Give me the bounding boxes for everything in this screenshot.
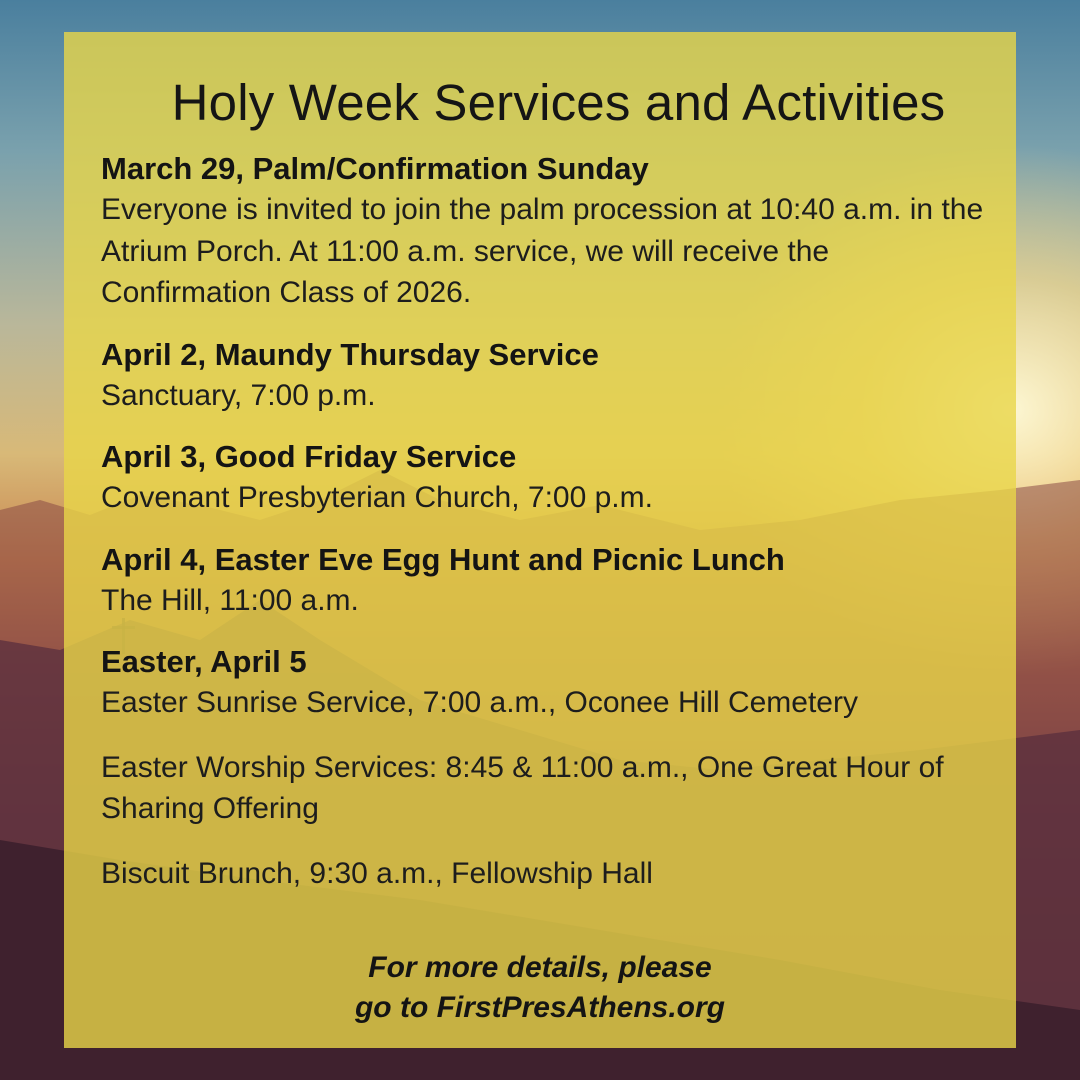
- event-heading: March 29, Palm/Confirmation Sunday: [101, 151, 649, 186]
- event-palm-sunday: [101, 148, 1016, 314]
- footer-website-link[interactable]: go to FirstPresAthens.org: [354, 991, 726, 1024]
- footer-note: [64, 948, 1016, 1028]
- event-details: The Hill, 11:00 a.m.: [101, 583, 359, 617]
- event-maundy-thursday: [101, 334, 1016, 417]
- event-list: [101, 148, 1016, 894]
- event-heading: April 3, Good Friday Service: [101, 439, 517, 474]
- event-details: Everyone is invited to join the palm procession at 10:40 a.m. in the Atrium Porch. At 11:00 a.m. service, we will receive the Confirmation Class of 2026.: [101, 193, 984, 309]
- event-heading: April 4, Easter Eve Egg Hunt and Picnic Lunch: [101, 541, 785, 577]
- page-title: Holy Week Services and Activities: [171, 74, 946, 131]
- event-details: Easter Sunrise Service, 7:00 a.m., Oconee Hill Cemetery: [101, 686, 858, 719]
- footer-line-1: For more details, please: [368, 951, 712, 984]
- event-heading: April 2, Maundy Thursday Service: [101, 336, 599, 372]
- event-easter: [101, 641, 1016, 894]
- info-panel: [64, 32, 1016, 1048]
- event-heading: Easter, April 5: [101, 644, 307, 679]
- event-egg-hunt: [101, 539, 1016, 622]
- event-details: Covenant Presbyterian Church, 7:00 p.m.: [101, 481, 653, 514]
- event-good-friday: [101, 436, 1016, 519]
- event-extra-worship: Easter Worship Services: 8:45 & 11:00 a.m., One Great Hour of Sharing Offering: [101, 750, 944, 825]
- event-details: Sanctuary, 7:00 p.m.: [101, 378, 376, 412]
- event-extra-brunch: Biscuit Brunch, 9:30 a.m., Fellowship Hall: [101, 856, 653, 890]
